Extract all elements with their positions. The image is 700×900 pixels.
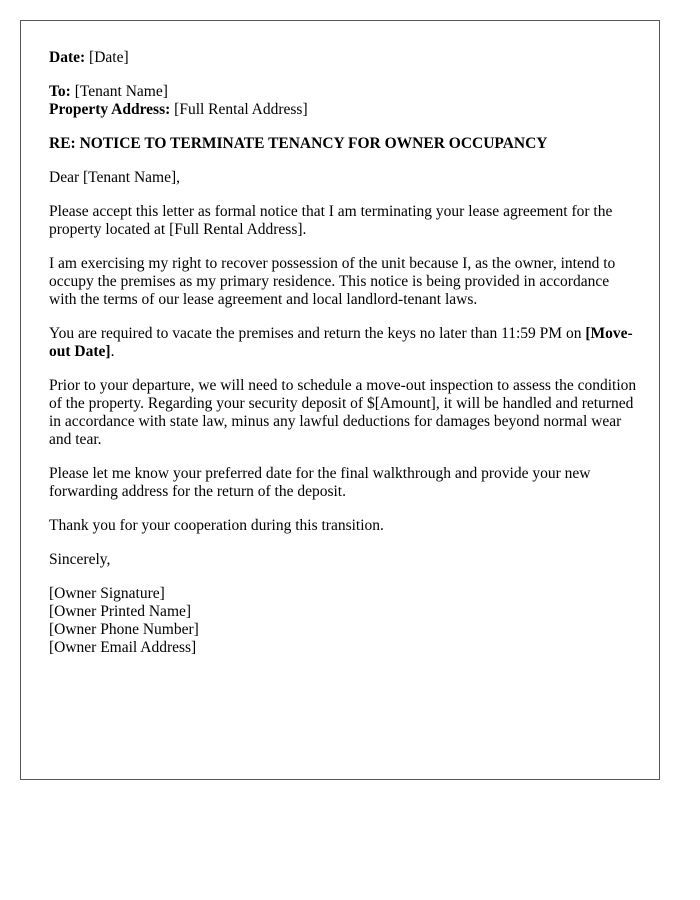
owner-email: [Owner Email Address] [49, 639, 197, 656]
letter-body [49, 49, 639, 657]
date-value: [Date] [89, 49, 129, 66]
property-address-line [49, 101, 639, 119]
letter-frame [20, 20, 660, 780]
owner-phone: [Owner Phone Number] [49, 621, 199, 638]
salutation: Dear [Tenant Name], [49, 169, 181, 186]
date-line [49, 49, 639, 67]
paragraph-notice: Please accept this letter as formal notice that I am terminating your lease agreement for the property located at [Full Rental Address]. [49, 203, 613, 238]
closing: Sincerely, [49, 551, 111, 568]
date-label: Date: [49, 49, 86, 66]
property-address-label: Property Address: [49, 101, 171, 118]
paragraph-walkthrough: Please let me know your preferred date for the final walkthrough and provide your new forwarding address for the return of the deposit. [49, 465, 591, 500]
owner-printed-name: [Owner Printed Name] [49, 603, 192, 620]
signature-block [49, 585, 639, 657]
vacate-end: . [110, 343, 115, 360]
property-address-value: [Full Rental Address] [174, 101, 308, 118]
paragraph-vacate [49, 325, 639, 361]
paragraph-inspection: Prior to your departure, we will need to schedule a move-out inspection to assess the condition of the property. Regarding your security deposit of $[Amount], it will be handled and returned in accordance with state law, minus any lawful deductions for damages beyond normal wear and tear. [49, 377, 637, 448]
owner-signature: [Owner Signature] [49, 585, 165, 602]
subject-line: RE: NOTICE TO TERMINATE TENANCY FOR OWNER OCCUPANCY [49, 135, 548, 152]
to-value: [Tenant Name] [74, 83, 168, 100]
paragraph-reason: I am exercising my right to recover possession of the unit because I, as the owner, intend to occupy the premises as my primary residence. This notice is being provided in accordance with the terms of our lease agreement and local landlord-tenant laws. [49, 255, 616, 308]
recipient-block [49, 83, 639, 119]
paragraph-thanks: Thank you for your cooperation during this transition. [49, 517, 384, 534]
to-line [49, 83, 639, 101]
vacate-text: You are required to vacate the premises and return the keys no later than 11:59 PM on [49, 325, 586, 342]
move-out-date: [Move-out Date] [49, 325, 633, 360]
to-label: To: [49, 83, 71, 100]
